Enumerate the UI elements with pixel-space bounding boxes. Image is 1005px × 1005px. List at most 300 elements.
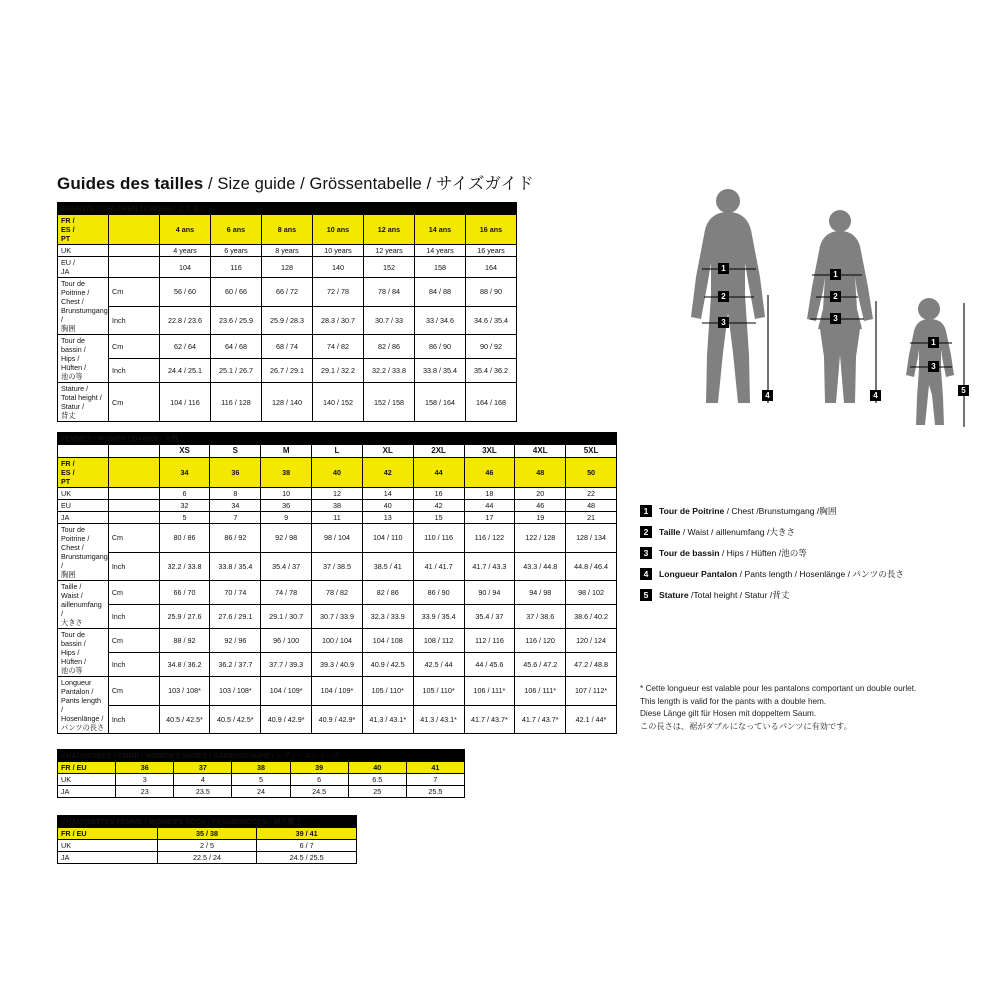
table-cell: 6.5: [348, 774, 406, 786]
table-cell: [58, 445, 109, 458]
table-cell: 10 years: [313, 245, 364, 257]
table-row: [58, 762, 465, 774]
row-unit: Cm: [108, 677, 159, 706]
row-unit: [109, 215, 160, 245]
table-cell: 60 / 66: [211, 278, 262, 307]
table-cell: 6 ans: [211, 215, 262, 245]
row-label: Tour de bassin / Hips / Hüften / 池の等: [58, 629, 109, 677]
row-label: UK: [58, 245, 109, 257]
table-cell: 39 / 41: [257, 828, 357, 840]
table-cell: 68 / 74: [262, 335, 313, 359]
table-cell: 8 years: [262, 245, 313, 257]
table-cell: 35.4 / 37: [464, 605, 515, 629]
table-header: CHAUSSETTES FEMME / WOMEN'S SOCK / FRAUENSOCKE / 婦人靴下: [58, 816, 357, 828]
row-label: FR / ES / PT: [58, 215, 109, 245]
table-cell: 78 / 82: [312, 581, 363, 605]
table-row: [58, 359, 517, 383]
women-size-table: [57, 432, 617, 734]
table-cell: 47.2 / 48.8: [566, 653, 617, 677]
table-cell: 40: [348, 762, 406, 774]
badge-child-1: 1: [928, 337, 939, 348]
legend-item: [640, 526, 980, 538]
table-cell: 36: [261, 500, 312, 512]
table-cell: 66 / 70: [159, 581, 210, 605]
table-cell: 44 / 45.6: [464, 653, 515, 677]
row-unit: [108, 488, 159, 500]
table-cell: 26.7 / 29.1: [262, 359, 313, 383]
table-cell: 106 / 111*: [464, 677, 515, 706]
table-cell: 40: [362, 500, 413, 512]
row-label: EU: [58, 500, 109, 512]
table-cell: 92 / 98: [261, 524, 312, 553]
row-unit: Inch: [109, 359, 160, 383]
table-cell: 9: [261, 512, 312, 524]
table-cell: 33.8 / 35.4: [210, 552, 261, 581]
table-cell: 39: [290, 762, 348, 774]
table-cell: 20: [515, 488, 566, 500]
table-cell: 10: [261, 488, 312, 500]
table-cell: 5: [232, 774, 290, 786]
row-unit: Cm: [109, 383, 160, 422]
legend-item: [640, 505, 980, 517]
body-silhouettes: [680, 185, 1005, 445]
table-cell: 105 / 110*: [413, 677, 464, 706]
table-cell: [108, 445, 159, 458]
table-cell: 23.6 / 25.9: [211, 306, 262, 335]
table-row: [58, 653, 617, 677]
page-title: [57, 170, 534, 194]
table-cell: 40.9 / 42.5: [362, 653, 413, 677]
table-cell: 24: [232, 786, 290, 798]
legend-item: [640, 589, 980, 601]
row-label: Taille / Waist / aillenumfang / 大きさ: [58, 581, 109, 629]
size-header-cell: M: [261, 445, 312, 458]
table-row: [58, 705, 617, 734]
table-cell: 106 / 111*: [515, 677, 566, 706]
row-label: Tour de Poitrine / Chest / Brunstumgang / 胸囲: [58, 278, 109, 335]
table-cell: 25.9 / 27.6: [159, 605, 210, 629]
table-cell: 86 / 92: [210, 524, 261, 553]
legend-item: [640, 568, 980, 580]
table-cell: 25.5: [406, 786, 464, 798]
table-cell: 103 / 108*: [159, 677, 210, 706]
table-row: [58, 500, 617, 512]
row-label: UK: [58, 774, 116, 786]
table-cell: 64 / 68: [211, 335, 262, 359]
table-cell: 7: [406, 774, 464, 786]
table-cell: 38: [261, 458, 312, 488]
table-cell: 22.5 / 24: [157, 852, 257, 864]
table-cell: 105 / 110*: [362, 677, 413, 706]
table-cell: 86 / 90: [415, 335, 466, 359]
row-unit: Cm: [109, 335, 160, 359]
row-label: UK: [58, 840, 158, 852]
table-row: [58, 852, 357, 864]
table-cell: 16 ans: [466, 215, 517, 245]
table-cell: 90 / 94: [464, 581, 515, 605]
row-unit: [108, 512, 159, 524]
table-cell: 28.3 / 30.7: [313, 306, 364, 335]
page-title-rest: / Size guide / Grössentabelle / サイズガイド: [203, 175, 534, 193]
table-cell: 39.3 / 40.9: [312, 653, 363, 677]
table-cell: 104 / 109*: [312, 677, 363, 706]
size-header-cell: 5XL: [566, 445, 617, 458]
legend-number: 5: [640, 589, 652, 601]
table-row: [58, 677, 617, 706]
table-cell: 108 / 112: [413, 629, 464, 653]
table-cell: 120 / 124: [566, 629, 617, 653]
table-row: [58, 278, 517, 307]
size-header-cell: XL: [362, 445, 413, 458]
table-row: [58, 552, 617, 581]
table-cell: 110 / 116: [413, 524, 464, 553]
row-unit: Inch: [108, 552, 159, 581]
table-cell: 14 years: [415, 245, 466, 257]
table-cell: 22.8 / 23.6: [160, 306, 211, 335]
table-cell: 6 / 7: [257, 840, 357, 852]
table-cell: 24.4 / 25.1: [160, 359, 211, 383]
table-cell: 44.8 / 46.4: [566, 552, 617, 581]
badge-woman-4: 4: [870, 390, 881, 401]
size-header-cell: XS: [159, 445, 210, 458]
table-cell: 62 / 64: [160, 335, 211, 359]
table-cell: 107 / 112*: [566, 677, 617, 706]
table-cell: 46: [464, 458, 515, 488]
table-row: [58, 245, 517, 257]
table-cell: 40.5 / 42.5*: [210, 705, 261, 734]
table-cell: 25: [348, 786, 406, 798]
table-cell: 12: [312, 488, 363, 500]
table-cell: 48: [566, 500, 617, 512]
row-unit: Cm: [108, 524, 159, 553]
row-label: EU / JA: [58, 257, 109, 278]
table-row: [58, 605, 617, 629]
table-cell: 4 ans: [160, 215, 211, 245]
table-cell: 41.7 / 43.7*: [515, 705, 566, 734]
table-cell: 70 / 74: [210, 581, 261, 605]
table-cell: 35 / 38: [157, 828, 257, 840]
row-label: UK: [58, 488, 109, 500]
table-cell: 128: [262, 257, 313, 278]
table-cell: 37 / 38.6: [515, 605, 566, 629]
table-cell: 50: [566, 458, 617, 488]
measurement-legend: [640, 505, 980, 610]
table-cell: 96 / 100: [261, 629, 312, 653]
table-row: [58, 458, 617, 488]
table-cell: 84 / 88: [415, 278, 466, 307]
table-row: [58, 581, 617, 605]
woman-silhouette: [807, 210, 873, 403]
table-cell: 82 / 86: [364, 335, 415, 359]
table-cell: 42.1 / 44*: [566, 705, 617, 734]
table-cell: 40: [312, 458, 363, 488]
table-row: [58, 335, 517, 359]
table-cell: 21: [566, 512, 617, 524]
table-cell: 112 / 116: [464, 629, 515, 653]
table-cell: 35.4 / 36.2: [466, 359, 517, 383]
table-cell: 116 / 128: [211, 383, 262, 422]
badge-child-5: 5: [958, 385, 969, 396]
table-cell: 36: [116, 762, 174, 774]
legend-label: Stature /Total height / Statur /背丈: [659, 590, 790, 600]
table-cell: 158 / 164: [415, 383, 466, 422]
table-cell: 18: [464, 488, 515, 500]
table-cell: 80 / 86: [159, 524, 210, 553]
table-cell: 44: [464, 500, 515, 512]
table-cell: 33.8 / 35.4: [415, 359, 466, 383]
table-cell: 27.6 / 29.1: [210, 605, 261, 629]
table-cell: 12 years: [364, 245, 415, 257]
row-label: Stature / Total height / Statur / 背丈: [58, 383, 109, 422]
table-header: ENFANTS / CHILDREN / KINDER / より良い: [58, 203, 517, 215]
children-size-table: [57, 202, 517, 422]
table-cell: 140: [313, 257, 364, 278]
table-cell: 90 / 92: [466, 335, 517, 359]
legend-label: Longueur Pantalon / Pants length / Hosenlänge / パンツの長さ: [659, 569, 904, 579]
table-cell: 40.9 / 42.9*: [312, 705, 363, 734]
footnote-line-4: この長さは、裾がダブルになっているパンツに有効です。: [640, 722, 852, 732]
row-label: FR / EU: [58, 828, 158, 840]
table-cell: 44: [413, 458, 464, 488]
table-cell: 164: [466, 257, 517, 278]
table-cell: 41.7 / 43.3: [464, 552, 515, 581]
table-cell: 100 / 104: [312, 629, 363, 653]
table-cell: 122 / 128: [515, 524, 566, 553]
table-cell: 16: [413, 488, 464, 500]
table-cell: 23: [116, 786, 174, 798]
legend-label: Taille / Waist / aillenumfang /大きさ: [659, 527, 796, 537]
table-cell: 25.1 / 26.7: [211, 359, 262, 383]
table-cell: 24.5 / 25.5: [257, 852, 357, 864]
table-cell: 36.2 / 37.7: [210, 653, 261, 677]
row-unit: Cm: [109, 278, 160, 307]
table-cell: 72 / 78: [313, 278, 364, 307]
table-cell: 41.3 / 43.1*: [362, 705, 413, 734]
table-cell: 17: [464, 512, 515, 524]
badge-man-1: 1: [718, 263, 729, 274]
table-cell: 23.5: [174, 786, 232, 798]
badge-man-4: 4: [762, 390, 773, 401]
table-cell: 152 / 158: [364, 383, 415, 422]
badge-child-3: 3: [928, 361, 939, 372]
legend-number: 4: [640, 568, 652, 580]
table-cell: 94 / 98: [515, 581, 566, 605]
table-cell: 78 / 84: [364, 278, 415, 307]
table-cell: 98 / 104: [312, 524, 363, 553]
table-cell: 11: [312, 512, 363, 524]
table-cell: 34.8 / 36.2: [159, 653, 210, 677]
badge-woman-1: 1: [830, 269, 841, 280]
table-cell: 10 ans: [313, 215, 364, 245]
table-cell: 128 / 140: [262, 383, 313, 422]
table-row: [58, 828, 357, 840]
table-cell: 34.6 / 35.4: [466, 306, 517, 335]
row-unit: Cm: [108, 581, 159, 605]
row-unit: [109, 257, 160, 278]
legend-number: 3: [640, 547, 652, 559]
table-cell: 116: [211, 257, 262, 278]
table-cell: 104 / 110: [362, 524, 413, 553]
row-unit: Inch: [108, 653, 159, 677]
table-cell: 86 / 90: [413, 581, 464, 605]
row-label: Tour de Poitrine / Chest / Brunstumgang / 胸囲: [58, 524, 109, 581]
table-cell: 41: [406, 762, 464, 774]
legend-number: 2: [640, 526, 652, 538]
table-cell: 30.7 / 33: [364, 306, 415, 335]
table-cell: 116 / 120: [515, 629, 566, 653]
table-cell: 6: [159, 488, 210, 500]
row-unit: Inch: [108, 705, 159, 734]
table-cell: 4 years: [160, 245, 211, 257]
table-header: CHAUSSURES FEMME / WOMEN'S SHOES / DAMENSCHUHE / レディースシューズ: [58, 750, 465, 762]
table-cell: 48: [515, 458, 566, 488]
legend-label: Tour de Poitrine / Chest /Brunstumgang /胸囲: [659, 506, 837, 516]
table-cell: 46: [515, 500, 566, 512]
table-row: [58, 383, 517, 422]
row-label: Tour de bassin / Hips / Hüften / 池の等: [58, 335, 109, 383]
size-header-cell: 4XL: [515, 445, 566, 458]
table-cell: 43.3 / 44.8: [515, 552, 566, 581]
table-cell: 38: [232, 762, 290, 774]
table-cell: 88 / 90: [466, 278, 517, 307]
row-label: FR / EU: [58, 762, 116, 774]
table-cell: 74 / 82: [313, 335, 364, 359]
table-cell: 2 / 5: [157, 840, 257, 852]
table-cell: 42: [413, 500, 464, 512]
table-cell: 37: [174, 762, 232, 774]
table-row: [58, 786, 465, 798]
table-row: [58, 215, 517, 245]
table-cell: 25.9 / 28.3: [262, 306, 313, 335]
size-header-cell: S: [210, 445, 261, 458]
size-header-cell: 3XL: [464, 445, 515, 458]
footnote-line-3: Diese Länge gilt für Hosen mit doppeltem Saum.: [640, 709, 817, 719]
table-cell: 5: [159, 512, 210, 524]
table-row: [58, 840, 357, 852]
table-row: [58, 629, 617, 653]
table-cell: 32: [159, 500, 210, 512]
table-cell: 92 / 96: [210, 629, 261, 653]
table-cell: 16 years: [466, 245, 517, 257]
size-header-cell: L: [312, 445, 363, 458]
table-cell: 158: [415, 257, 466, 278]
size-header-cell: 2XL: [413, 445, 464, 458]
badge-woman-2: 2: [830, 291, 841, 302]
table-cell: 3: [116, 774, 174, 786]
table-cell: 42: [362, 458, 413, 488]
table-row: [58, 774, 465, 786]
table-header: FEMMES / WOMEN / DAMEN / 女性: [58, 433, 617, 445]
table-cell: 164 / 168: [466, 383, 517, 422]
row-label: JA: [58, 786, 116, 798]
table-cell: 38.5 / 41: [362, 552, 413, 581]
table-cell: 24.5: [290, 786, 348, 798]
table-cell: 98 / 102: [566, 581, 617, 605]
legend-item: [640, 547, 980, 559]
table-cell: 41 / 41.7: [413, 552, 464, 581]
table-cell: 33.9 / 35.4: [413, 605, 464, 629]
table-cell: 37.7 / 39.3: [261, 653, 312, 677]
row-unit: Inch: [108, 605, 159, 629]
table-row: [58, 488, 617, 500]
table-cell: 6 years: [211, 245, 262, 257]
table-cell: 140 / 152: [313, 383, 364, 422]
table-cell: 8: [210, 488, 261, 500]
table-row: [58, 306, 517, 335]
row-unit: Cm: [108, 629, 159, 653]
table-cell: 152: [364, 257, 415, 278]
table-cell: 38.6 / 40.2: [566, 605, 617, 629]
badge-man-3: 3: [718, 317, 729, 328]
table-cell: 12 ans: [364, 215, 415, 245]
row-unit: [108, 500, 159, 512]
table-cell: 116 / 122: [464, 524, 515, 553]
table-cell: 74 / 78: [261, 581, 312, 605]
table-cell: 88 / 92: [159, 629, 210, 653]
table-cell: 36: [210, 458, 261, 488]
table-cell: 104: [160, 257, 211, 278]
table-row: [58, 512, 617, 524]
footnote-line-2: This length is valid for the pants with a double hem.: [640, 696, 827, 706]
table-cell: 45.6 / 47.2: [515, 653, 566, 677]
footnote-line-1: * Cette longueur est valable pour les pantalons comportant un double ourlet.: [640, 684, 917, 693]
table-cell: 82 / 86: [362, 581, 413, 605]
row-label: JA: [58, 852, 158, 864]
table-cell: 66 / 72: [262, 278, 313, 307]
table-cell: 56 / 60: [160, 278, 211, 307]
table-cell: 34: [210, 500, 261, 512]
table-cell: 34: [159, 458, 210, 488]
table-cell: 7: [210, 512, 261, 524]
row-unit: Inch: [109, 306, 160, 335]
table-cell: 40.5 / 42.5*: [159, 705, 210, 734]
table-cell: 103 / 108*: [210, 677, 261, 706]
table-cell: 30.7 / 33.9: [312, 605, 363, 629]
table-cell: 33 / 34.6: [415, 306, 466, 335]
badge-woman-3: 3: [830, 313, 841, 324]
table-row: [58, 257, 517, 278]
table-cell: 15: [413, 512, 464, 524]
table-cell: 41.3 / 43.1*: [413, 705, 464, 734]
footnote: [640, 683, 970, 734]
women-socks-table: [57, 815, 357, 864]
table-cell: 4: [174, 774, 232, 786]
legend-number: 1: [640, 505, 652, 517]
badge-man-2: 2: [718, 291, 729, 302]
table-cell: 42.5 / 44: [413, 653, 464, 677]
table-cell: 32.2 / 33.8: [159, 552, 210, 581]
table-cell: 104 / 116: [160, 383, 211, 422]
table-cell: 29.1 / 30.7: [261, 605, 312, 629]
row-label: FR / ES / PT: [58, 458, 109, 488]
page-title-fr: Guides des tailles: [57, 174, 204, 193]
table-row: [58, 524, 617, 553]
women-shoes-table: [57, 749, 465, 798]
table-cell: 19: [515, 512, 566, 524]
table-cell: 32.2 / 33.8: [364, 359, 415, 383]
table-cell: 8 ans: [262, 215, 313, 245]
table-cell: 14: [362, 488, 413, 500]
table-cell: 37 / 38.5: [312, 552, 363, 581]
row-label: Longueur Pantalon / Pants length / Hosenlänge / パンツの長さ: [58, 677, 109, 734]
legend-label: Tour de bassin / Hips / Hüften /池の等: [659, 548, 807, 558]
row-unit: [108, 458, 159, 488]
table-cell: 22: [566, 488, 617, 500]
table-cell: 13: [362, 512, 413, 524]
table-cell: 6: [290, 774, 348, 786]
table-cell: 40.9 / 42.9*: [261, 705, 312, 734]
table-cell: 128 / 134: [566, 524, 617, 553]
